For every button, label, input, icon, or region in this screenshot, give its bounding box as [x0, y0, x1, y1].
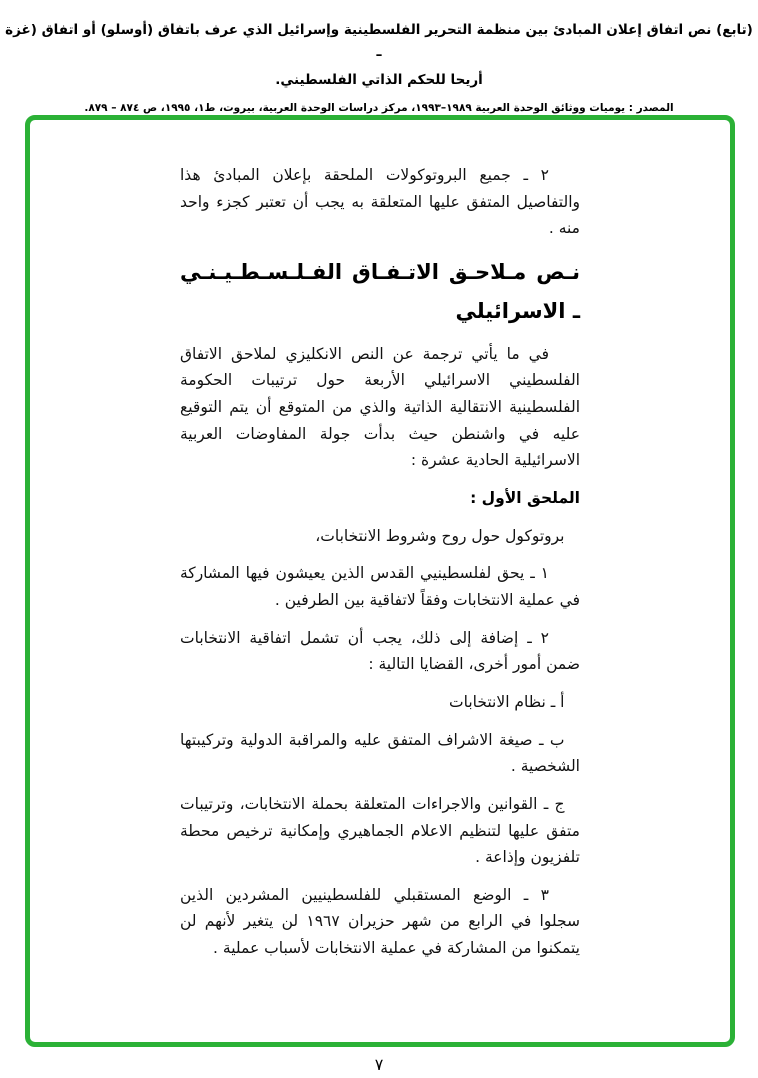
- translation-intro-paragraph: في ما يأتي ترجمة عن النص الانكليزي لملاحق الاتفاق الفلسطيني الاسرائيلي الأربعة حول ترتيبات الحكومة الفلسطينية الانتقالية الذاتية والذي من المتوقع أن يتم التوقيع عليه في واشنطن حيث بدأت جولة المفاوضات العربية الاسرائيلية الحادية عشرة :: [180, 344, 580, 470]
- source-citation: المصدر : يوميات ووثائق الوحدة العربية ١٩٨٩–١٩٩٣، مركز دراسات الوحدة العربية، بيروت، ط١، ١٩٩٥، ص ٨٧٤ – ٨٧٩.: [84, 101, 674, 114]
- item-2-paragraph: ٢ ـ إضافة إلى ذلك، يجب أن تشمل اتفاقية الانتخابات ضمن أمور أخرى، القضايا التالية :: [180, 628, 580, 674]
- document-body: [180, 162, 580, 962]
- content-frame: [25, 115, 735, 1047]
- protocol-title-line: بروتوكول حول روح وشروط الانتخابات،: [315, 526, 565, 545]
- annex-1-label: الملحق الأول :: [470, 488, 580, 507]
- item-1-paragraph: ١ ـ يحق لفلسطينيي القدس الذين يعيشون فيها المشاركة في عملية الانتخابات وفقاً لاتفاقية بين الطرفين .: [180, 564, 580, 609]
- header-title-line2: أريحا للحكم الذاتي الفلسطيني.: [275, 71, 483, 88]
- item-2b-paragraph: ب ـ صيغة الاشراف المتفق عليه والمراقبة الدولية وتركيبتها الشخصية .: [180, 730, 580, 776]
- header-title-line1: (تابع) نص اتفاق إعلان المبادئ بين منظمة التحرير الفلسطينية وإسرائيل الذي عرف باتفاق (أوسلو) أو اتفاق (غزة –: [5, 22, 753, 63]
- item-3-paragraph: ٣ ـ الوضع المستقبلي للفلسطينيين المشردين الذين سجلوا في الرابع من شهر حزيران ١٩٦٧ لن يتغير لأنهم لن يتمكنوا من المشاركة في عملية الانتخابات لأسباب عملية .: [180, 885, 580, 958]
- item-2a-line: أ ـ نظام الانتخابات: [449, 692, 565, 711]
- item-2c-paragraph: ج ـ القوانين والاجراءات المتعلقة بحملة الانتخابات، وترتيبات متفق عليها لتنظيم الاعلام الجماهيري وإمكانية ترخيص محطة تلفزيون وإذاعة .: [180, 794, 580, 867]
- page-number: ٧: [374, 1055, 384, 1074]
- document-header: [0, 0, 758, 93]
- clause-2-paragraph: ٢ ـ جميع البروتوكولات الملحقة بإعلان المبادئ هذا والتفاصيل المتفق عليها المتعلقة به يجب أن تعتبر كجزء واحد منه .: [180, 166, 580, 238]
- annexes-heading: نـص مـلاحـق الاتـفـاق الفـلـسـطـيـنـي ـ الاسرائيلي: [180, 259, 580, 323]
